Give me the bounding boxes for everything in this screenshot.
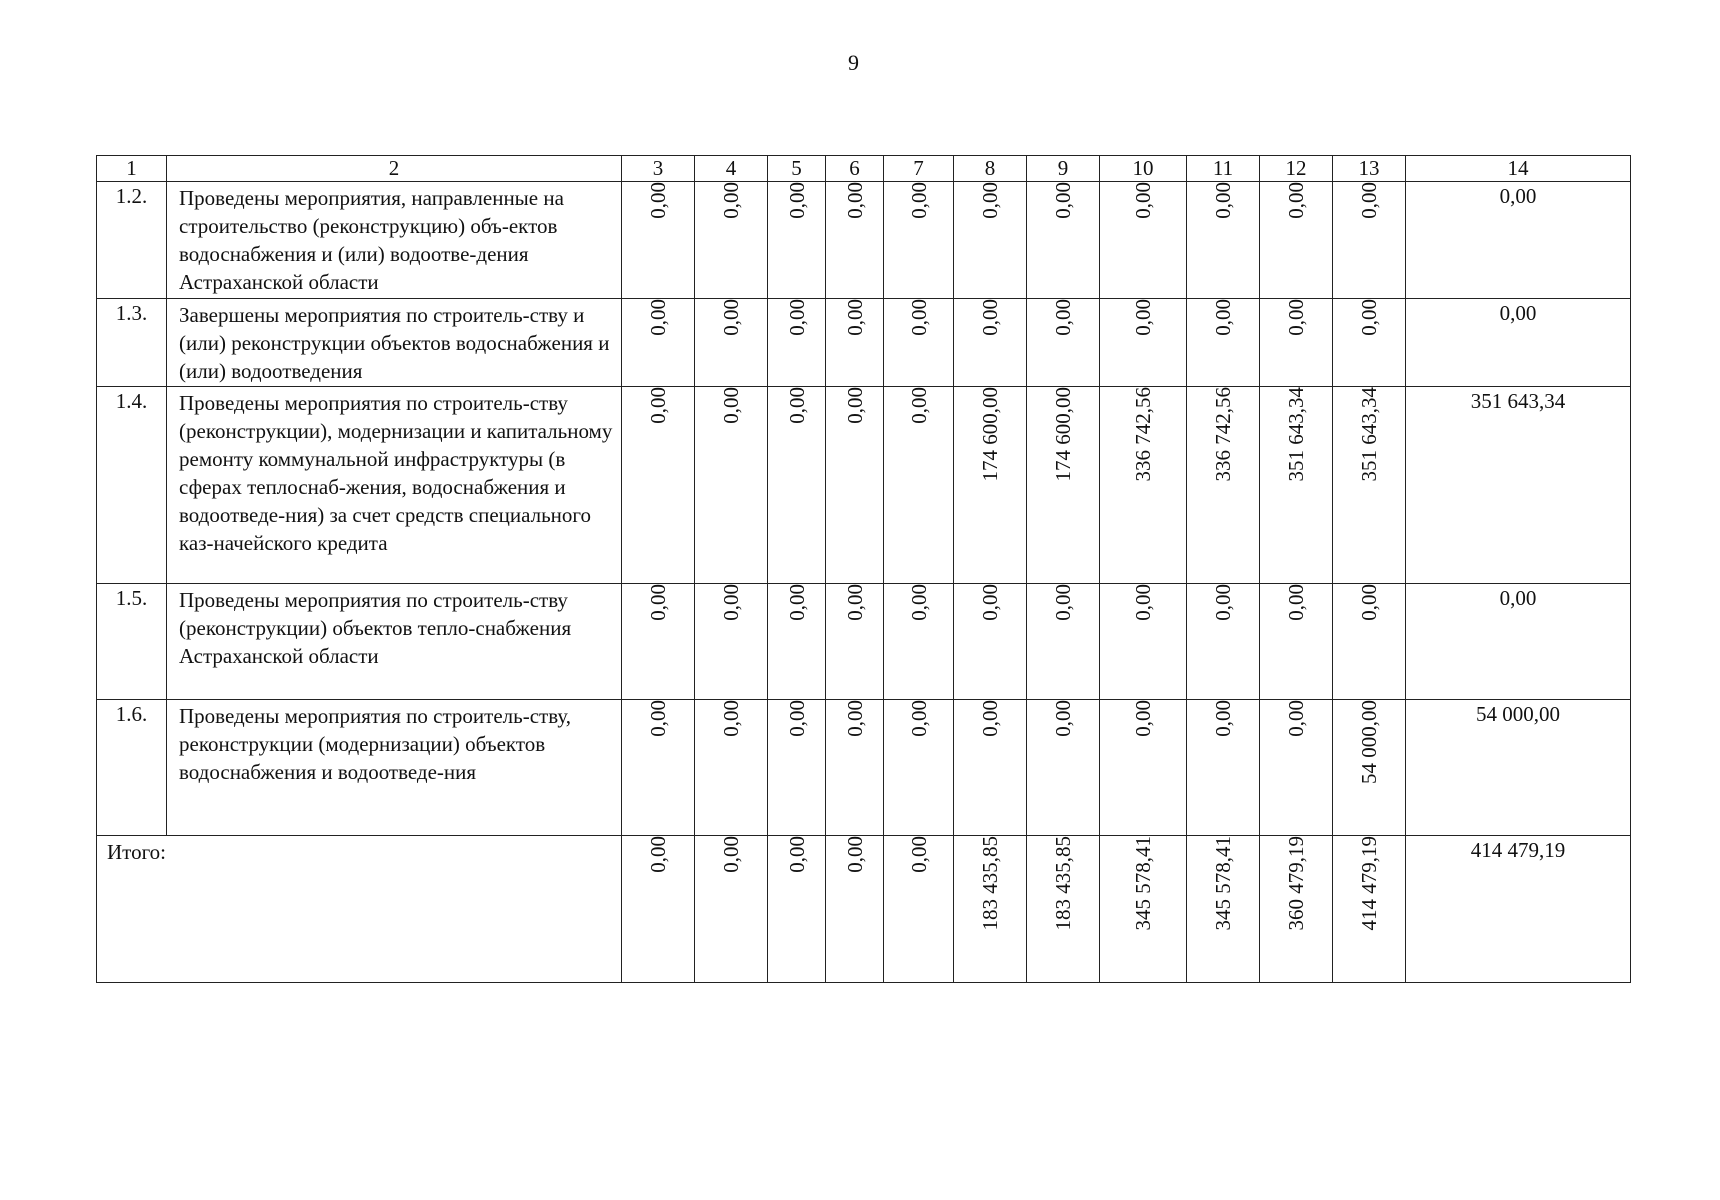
table-row [97, 182, 1631, 299]
value-text: 351 643,34 [1284, 387, 1308, 482]
value-text: 0,00 [1131, 584, 1155, 621]
value-text: 0,00 [646, 836, 670, 873]
value-cell [1333, 387, 1406, 584]
value-cell [1027, 836, 1100, 983]
value-text: 345 578,41 [1131, 836, 1155, 931]
value-cell [1027, 182, 1100, 299]
value-text: 0,00 [1051, 700, 1075, 737]
value-text: 0,00 [1357, 182, 1381, 219]
value-cell [1187, 182, 1260, 299]
value-cell [1187, 299, 1260, 387]
value-text: 0,00 [1051, 584, 1075, 621]
header-row [97, 156, 1631, 182]
header-cell: 7 [884, 156, 954, 182]
value-cell [1260, 700, 1333, 836]
value-text: 0,00 [842, 700, 867, 737]
row-number: 1.6. [97, 700, 167, 836]
value-text: 0,00 [1357, 584, 1381, 621]
value-text: 0,00 [1284, 700, 1308, 737]
value-cell [954, 700, 1027, 836]
value-cell [826, 836, 884, 983]
value-text: 0,00 [784, 182, 809, 219]
value-text: 360 479,19 [1284, 836, 1308, 931]
value-text: 174 600,00 [978, 387, 1002, 482]
header-cell: 12 [1260, 156, 1333, 182]
value-text: 414 479,19 [1357, 836, 1381, 931]
value-cell [1260, 836, 1333, 983]
value-cell [826, 387, 884, 584]
value-text: 0,00 [784, 387, 809, 424]
row-total: 351 643,34 [1406, 387, 1631, 584]
value-text: 0,00 [1211, 584, 1235, 621]
value-cell [768, 299, 826, 387]
row-total: 0,00 [1406, 299, 1631, 387]
value-cell [1333, 299, 1406, 387]
value-cell [884, 836, 954, 983]
value-text: 0,00 [1357, 299, 1381, 336]
value-cell [1100, 700, 1187, 836]
value-text: 0,00 [978, 700, 1002, 737]
value-text: 0,00 [784, 584, 809, 621]
value-text: 0,00 [842, 584, 867, 621]
value-text: 0,00 [719, 836, 743, 873]
value-cell [884, 299, 954, 387]
value-text: 0,00 [1131, 299, 1155, 336]
value-cell [884, 700, 954, 836]
value-cell [1027, 584, 1100, 700]
row-description: Проведены мероприятия, направленные на строительство (реконструкцию) объ-ектов водоснабжения и (или) водоотве-дения Астраханской области [167, 182, 622, 299]
value-text: 0,00 [906, 182, 931, 219]
value-cell [622, 182, 695, 299]
value-text: 0,00 [978, 182, 1002, 219]
value-text: 0,00 [1284, 584, 1308, 621]
value-cell [695, 584, 768, 700]
header-cell: 4 [695, 156, 768, 182]
value-text: 336 742,56 [1211, 387, 1235, 482]
value-cell [826, 182, 884, 299]
grand-total: 414 479,19 [1406, 836, 1631, 983]
value-cell [1260, 387, 1333, 584]
row-number: 1.4. [97, 387, 167, 584]
value-text: 0,00 [646, 700, 670, 737]
value-cell [1100, 182, 1187, 299]
report-table [96, 155, 1631, 983]
header-cell: 6 [826, 156, 884, 182]
value-cell [1187, 700, 1260, 836]
value-cell [884, 387, 954, 584]
value-text: 0,00 [842, 836, 867, 873]
table-row [97, 700, 1631, 836]
value-cell [884, 584, 954, 700]
value-text: 0,00 [1051, 299, 1075, 336]
value-cell [768, 182, 826, 299]
row-description: Проведены мероприятия по строитель-ству (реконструкции), модернизации и капитальному ремонту коммунальной инфраструктуры (в сферах теплоснаб-жения, водоснабжения и водоотведе-ния) за счет средств специального каз-начейского кредита [167, 387, 622, 584]
value-cell [826, 584, 884, 700]
value-cell [884, 182, 954, 299]
value-text: 0,00 [1131, 700, 1155, 737]
value-cell [1100, 299, 1187, 387]
value-cell [826, 299, 884, 387]
value-text: 0,00 [842, 387, 867, 424]
value-cell [622, 387, 695, 584]
header-cell: 13 [1333, 156, 1406, 182]
value-text: 0,00 [1284, 299, 1308, 336]
value-text: 0,00 [906, 299, 931, 336]
value-text: 0,00 [1211, 182, 1235, 219]
value-cell [1100, 387, 1187, 584]
value-text: 0,00 [1284, 182, 1308, 219]
value-text: 0,00 [646, 387, 670, 424]
header-cell: 11 [1187, 156, 1260, 182]
row-number: 1.2. [97, 182, 167, 299]
value-text: 0,00 [719, 700, 743, 737]
page-number: 9 [848, 50, 859, 75]
table-row [97, 387, 1631, 584]
header-cell: 10 [1100, 156, 1187, 182]
value-text: 0,00 [1211, 299, 1235, 336]
row-description: Проведены мероприятия по строитель-ству, реконструкции (модернизации) объектов водоснабжения и водоотведе-ния [167, 700, 622, 836]
row-number: 1.3. [97, 299, 167, 387]
value-cell [768, 387, 826, 584]
value-cell [954, 182, 1027, 299]
header-cell: 14 [1406, 156, 1631, 182]
header-cell: 3 [622, 156, 695, 182]
value-cell [1027, 700, 1100, 836]
value-cell [1333, 584, 1406, 700]
value-cell [1260, 584, 1333, 700]
row-description: Завершены мероприятия по строитель-ству и (или) реконструкции объектов водоснабжения и (или) водоотведения [167, 299, 622, 387]
value-text: 0,00 [784, 836, 809, 873]
value-cell [622, 836, 695, 983]
value-text: 0,00 [906, 387, 931, 424]
value-text: 0,00 [1131, 182, 1155, 219]
value-cell [768, 836, 826, 983]
value-cell [768, 584, 826, 700]
value-cell [1100, 836, 1187, 983]
value-cell [1187, 387, 1260, 584]
row-total: 0,00 [1406, 584, 1631, 700]
value-cell [695, 836, 768, 983]
value-text: 0,00 [646, 299, 670, 336]
value-cell [1333, 700, 1406, 836]
value-cell [954, 584, 1027, 700]
value-cell [1100, 584, 1187, 700]
header-cell: 9 [1027, 156, 1100, 182]
value-cell [954, 387, 1027, 584]
value-text: 0,00 [719, 299, 743, 336]
value-text: 345 578,41 [1211, 836, 1235, 931]
value-cell [1333, 182, 1406, 299]
value-text: 351 643,34 [1357, 387, 1381, 482]
value-text: 0,00 [719, 584, 743, 621]
value-cell [695, 299, 768, 387]
value-text: 336 742,56 [1131, 387, 1155, 482]
value-cell [1333, 836, 1406, 983]
header-cell: 2 [167, 156, 622, 182]
value-cell [695, 387, 768, 584]
value-cell [622, 299, 695, 387]
value-text: 0,00 [646, 584, 670, 621]
header-cell: 5 [768, 156, 826, 182]
value-text: 0,00 [978, 299, 1002, 336]
value-text: 174 600,00 [1051, 387, 1075, 482]
value-text: 0,00 [784, 700, 809, 737]
table-row [97, 584, 1631, 700]
value-text: 0,00 [906, 584, 931, 621]
table-row [97, 299, 1631, 387]
value-cell [954, 299, 1027, 387]
value-text: 0,00 [842, 299, 867, 336]
value-cell [622, 584, 695, 700]
value-text: 0,00 [842, 182, 867, 219]
row-total: 54 000,00 [1406, 700, 1631, 836]
value-cell [622, 700, 695, 836]
value-text: 0,00 [906, 700, 931, 737]
value-text: 0,00 [1211, 700, 1235, 737]
value-text: 0,00 [784, 299, 809, 336]
value-cell [1027, 387, 1100, 584]
value-text: 183 435,85 [978, 836, 1002, 931]
value-cell [1260, 299, 1333, 387]
value-cell [695, 182, 768, 299]
value-cell [1187, 836, 1260, 983]
row-description: Проведены мероприятия по строитель-ству (реконструкции) объектов тепло-снабжения Астраханской области [167, 584, 622, 700]
value-text: 0,00 [978, 584, 1002, 621]
total-label: Итого: [97, 836, 622, 983]
value-text: 0,00 [719, 182, 743, 219]
row-number: 1.5. [97, 584, 167, 700]
value-text: 0,00 [906, 836, 931, 873]
total-row [97, 836, 1631, 983]
value-cell [826, 700, 884, 836]
header-cell: 1 [97, 156, 167, 182]
value-text: 183 435,85 [1051, 836, 1075, 931]
header-cell: 8 [954, 156, 1027, 182]
value-text: 54 000,00 [1357, 700, 1381, 784]
value-text: 0,00 [1051, 182, 1075, 219]
value-cell [954, 836, 1027, 983]
value-text: 0,00 [719, 387, 743, 424]
value-cell [1260, 182, 1333, 299]
value-cell [768, 700, 826, 836]
value-cell [1027, 299, 1100, 387]
row-total: 0,00 [1406, 182, 1631, 299]
value-cell [1187, 584, 1260, 700]
value-text: 0,00 [646, 182, 670, 219]
value-cell [695, 700, 768, 836]
